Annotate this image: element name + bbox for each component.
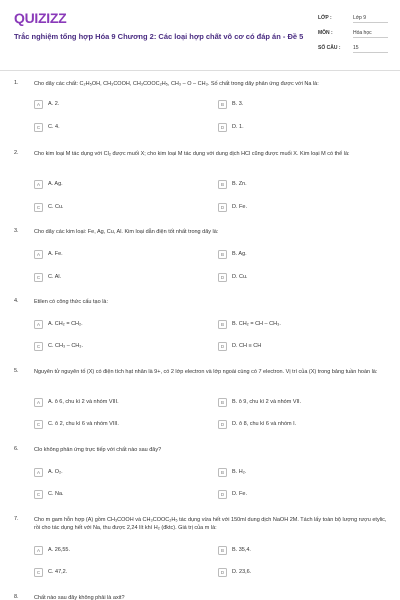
option-letter-box: B	[218, 398, 227, 407]
option-d[interactable]	[218, 341, 261, 351]
option-letter-box: A	[34, 100, 43, 109]
option-d[interactable]	[218, 272, 248, 282]
option-letter-box: B	[218, 180, 227, 189]
option-text: A. CH₂ = CH₂.	[48, 321, 83, 327]
option-letter-box: D	[218, 490, 227, 499]
option-text: D. Fe.	[232, 204, 247, 210]
meta-count-label: SỐ CÂU :	[318, 45, 341, 51]
option-b[interactable]	[218, 249, 247, 259]
option-text: D. CH ≡ CH	[232, 343, 262, 349]
option-c[interactable]	[34, 489, 64, 499]
option-letter-box: C	[34, 273, 43, 282]
option-text: D. ô 8, chu kì 6 và nhóm I.	[232, 421, 297, 427]
question-number: 6.	[14, 446, 19, 452]
option-letter-box: C	[34, 420, 43, 429]
option-letter-box: B	[218, 250, 227, 259]
question-text: Cho m gam hỗn hợp (A) gồm CH₃COOH và CH₃COOC₂H₅ tác dụng vừa hết với 150ml dung dịch NaOH 2M. Tách lấy toàn bộ lượng rượu etylic, rồi cho tác dụng hết với Na, thu được 2,24 lít khí H₂ (đktc). Giá trị của m là:	[34, 517, 387, 531]
quizizz-logo: QUIZIZZ	[14, 10, 67, 26]
option-letter-box: A	[34, 250, 43, 259]
option-text: A. 2.	[48, 101, 60, 107]
option-text: D. Cu.	[232, 274, 248, 280]
option-letter-box: C	[34, 342, 43, 351]
option-text: C. Cu.	[48, 204, 64, 210]
option-letter-box: D	[218, 203, 227, 212]
question-text: Cho kim loại M tác dụng với Cl₂ được muối X; cho kim loại M tác dụng với dung dịch HCl cũng được muối X. Kim loại M có thể là:	[34, 151, 350, 157]
option-letter-box: D	[218, 568, 227, 577]
question-number: 3.	[14, 228, 19, 234]
option-b[interactable]	[218, 99, 243, 109]
meta-class-label: LỚP :	[318, 15, 332, 21]
question-text: Clo không phản ứng trực tiếp với chất nào sau đây?	[34, 447, 162, 453]
question-number: 1.	[14, 80, 19, 86]
option-letter-box: C	[34, 123, 43, 132]
option-letter-box: C	[34, 568, 43, 577]
question-text: Cho dãy các chất: C₂H₅OH, CH₃COOH, CH₃COOC₂H₅, CH₃ – O – CH₃. Số chất trong dãy phản ứng được với Na là:	[34, 81, 319, 87]
option-letter-box: C	[34, 490, 43, 499]
question-number: 5.	[14, 368, 19, 374]
option-letter-box: A	[34, 398, 43, 407]
option-d[interactable]	[218, 122, 244, 132]
option-letter-box: D	[218, 342, 227, 351]
option-d[interactable]	[218, 419, 296, 429]
option-text: A. Ag.	[48, 181, 63, 187]
option-text: B. CH₂ = CH – CH₃.	[232, 321, 281, 327]
option-text: B. Ag.	[232, 251, 247, 257]
question-text: Nguyên tử nguyên tố (X) có điện tích hạt nhân là 9+, có 2 lớp electron và lớp ngoài cùng có 7 electron. Vị trí của (X) trong bảng tuần hoàn là:	[34, 369, 378, 375]
question-number: 7.	[14, 516, 19, 522]
option-a[interactable]	[34, 99, 59, 109]
option-letter-box: B	[218, 320, 227, 329]
question-text: Etilen có công thức cấu tạo là:	[34, 299, 109, 305]
option-text: D. Fe.	[232, 491, 247, 497]
option-text: C. Na.	[48, 491, 64, 497]
option-letter-box: A	[34, 546, 43, 555]
meta-subject-value: Hóa học	[353, 28, 388, 38]
option-text: B. ô 9, chu kì 2 và nhóm VII.	[232, 399, 302, 405]
option-d[interactable]	[218, 202, 247, 212]
option-letter-box: A	[34, 180, 43, 189]
question-number: 8.	[14, 594, 19, 600]
option-letter-box: A	[34, 320, 43, 329]
option-text: C. ô 2, chu kì 6 và nhóm VIII.	[48, 421, 119, 427]
meta-subject-label: MÔN :	[318, 30, 333, 36]
option-d[interactable]	[218, 489, 247, 499]
option-a[interactable]	[34, 179, 63, 189]
option-b[interactable]	[218, 179, 247, 189]
option-letter-box: B	[218, 100, 227, 109]
question-number: 4.	[14, 298, 19, 304]
option-letter-box: A	[34, 468, 43, 477]
option-text: C. CH₃ – CH₃.	[48, 343, 84, 349]
option-c[interactable]	[34, 122, 60, 132]
option-text: B. 35,4.	[232, 547, 251, 553]
option-text: C. Al.	[48, 274, 62, 280]
question-number: 2.	[14, 150, 19, 156]
question-text: Cho dãy các kim loại: Fe, Ag, Cu, Al. Kim loại dẫn điện tốt nhất trong dãy là:	[34, 229, 219, 235]
option-c[interactable]	[34, 202, 64, 212]
option-letter-box: B	[218, 468, 227, 477]
option-letter-box: D	[218, 420, 227, 429]
header-divider	[0, 70, 400, 71]
quiz-title: Trắc nghiệm tổng hợp Hóa 9 Chương 2: Các loại hợp chất vô cơ có đáp án - Đề 5	[14, 32, 304, 41]
meta-class-value: Lớp 9	[353, 13, 388, 23]
option-text: A. ô 6, chu kì 2 và nhóm VIII.	[48, 399, 119, 405]
meta-count-value: 15	[353, 43, 388, 53]
option-text: D. 23,6.	[232, 569, 252, 575]
page-header	[0, 0, 400, 68]
meta-subject	[318, 27, 388, 39]
option-c[interactable]	[34, 567, 67, 577]
question-text: Chất nào sau đây không phải là axit?	[34, 595, 125, 600]
meta-class	[318, 12, 388, 24]
option-a[interactable]	[34, 397, 119, 407]
option-a[interactable]	[34, 467, 63, 477]
quiz-meta	[318, 12, 388, 57]
option-b[interactable]	[218, 397, 301, 407]
option-letter-box: D	[218, 123, 227, 132]
meta-question-count	[318, 42, 388, 54]
option-c[interactable]	[34, 341, 83, 351]
option-text: A. O₂.	[48, 469, 63, 475]
option-b[interactable]	[218, 319, 281, 329]
option-c[interactable]	[34, 419, 119, 429]
option-letter-box: C	[34, 203, 43, 212]
option-text: B. H₂.	[232, 469, 247, 475]
option-text: B. 3.	[232, 101, 244, 107]
option-text: A. 26,55.	[48, 547, 71, 553]
option-a[interactable]	[34, 319, 83, 329]
option-text: A. Fe.	[48, 251, 63, 257]
option-c[interactable]	[34, 272, 61, 282]
option-d[interactable]	[218, 567, 251, 577]
option-b[interactable]	[218, 545, 251, 555]
option-a[interactable]	[34, 545, 70, 555]
option-letter-box: D	[218, 273, 227, 282]
option-text: C. 47,2.	[48, 569, 68, 575]
option-b[interactable]	[218, 467, 246, 477]
option-letter-box: B	[218, 546, 227, 555]
option-text: B. Zn.	[232, 181, 247, 187]
option-text: C. 4.	[48, 124, 60, 130]
option-text: D. 1.	[232, 124, 244, 130]
option-a[interactable]	[34, 249, 63, 259]
